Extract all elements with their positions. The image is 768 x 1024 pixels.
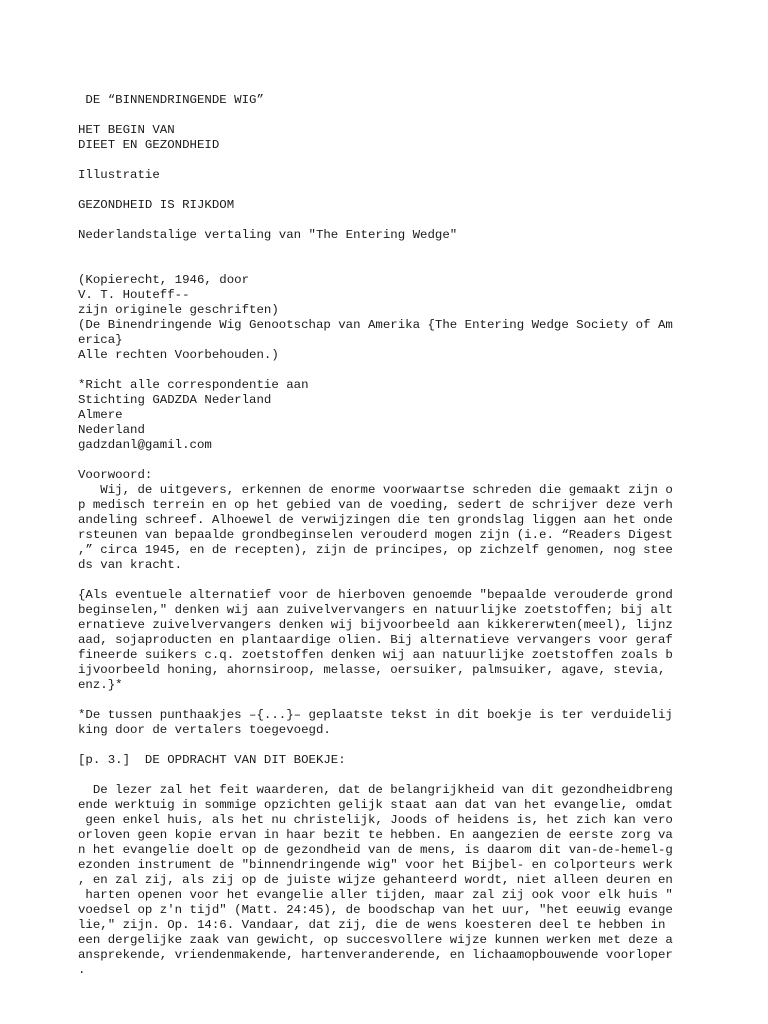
foreword-paragraph (78, 468, 762, 573)
body-line: , en zal zij, als zij op de juiste wijze gehanteerd wordt, niet alleen deuren en (78, 873, 673, 887)
contact-line: Nederland (78, 423, 145, 437)
alternatives-line: fineerde suikers c.q. zoetstoffen denken wij aan natuurlijke zoetstoffen zoals b (78, 648, 673, 662)
foreword-line: ,” circa 1945, en de recepten), zijn de principes, op zichzelf genomen, nog stee (78, 543, 673, 557)
alternatives-line: enz.}* (78, 678, 123, 692)
body-paragraph (78, 783, 762, 978)
translator-note (78, 708, 762, 738)
copyright-line: erica} (78, 333, 123, 347)
note-line: king door de vertalers toegevoegd. (78, 723, 331, 737)
body-line: n het evangelie doelt op de gezondheid van de mens, is daarom dit van-de-hemel-g (78, 843, 673, 857)
foreword-line: rsteunen van bepaalde grondbeginselen verouderd mogen zijn (i.e. “Readers Digest (78, 528, 673, 542)
contact-email: gadzdanl@gamil.com (78, 438, 212, 452)
alternatives-line: {Als eventuele alternatief voor de hierboven genoemde "bepaalde verouderde grond (78, 588, 673, 602)
copyright-line: V. T. Houteff-- (78, 288, 190, 302)
foreword-heading: Voorwoord: (78, 468, 153, 482)
document-title: DE “BINNENDRINGENDE WIG” (78, 93, 264, 107)
foreword-line: p medisch terrein en op het gebied van de voeding, sedert de schrijver deze verh (78, 498, 673, 512)
body-line: De lezer zal het feit waarderen, dat de belangrijkheid van dit gezondheidbreng (78, 783, 673, 797)
alternatives-paragraph (78, 588, 762, 693)
body-line: ansprekende, vriendenmakende, hartenveranderende, en lichaamopbouwende voorloper (78, 948, 673, 962)
note-line: *De tussen punthaakjes –{...}– geplaatste tekst in dit boekje is ter verduidelij (78, 708, 673, 722)
body-line: geen enkel huis, als het nu christelijk, Joods of heidens is, het zich kan vero (78, 813, 673, 827)
translation-note: Nederlandstalige vertaling van "The Entering Wedge" (78, 228, 458, 242)
body-line: voedsel op z'n tijd" (Matt. 24:45), de boodschap van het uur, "het eeuwig evange (78, 903, 673, 917)
body-line: een dergelijke zaak van gewicht, op succesvollere wijze kunnen werken met deze a (78, 933, 673, 947)
copyright-line: zijn originele geschriften) (78, 303, 279, 317)
body-line: orloven geen kopie ervan in haar bezit te hebben. En aangezien de eerste zorg va (78, 828, 673, 842)
foreword-line: Wij, de uitgevers, erkennen de enorme voorwaartse schreden die gemaakt zijn o (78, 483, 673, 497)
subtitle-line: DIEET EN GEZONDHEID (78, 138, 220, 152)
copyright-line: (Kopierecht, 1946, door (78, 273, 250, 287)
copyright-line: (De Binendringende Wig Genootschap van Amerika {The Entering Wedge Society of Am (78, 318, 673, 332)
contact-block (78, 378, 762, 453)
body-line: ezonden instrument de "binnendringende wig" voor het Bijbel- en colporteurs werk (78, 858, 673, 872)
section-heading: [p. 3.] DE OPDRACHT VAN DIT BOEKJE: (78, 753, 346, 767)
motto: GEZONDHEID IS RIJKDOM (78, 198, 235, 212)
foreword-line: ds van kracht. (78, 558, 183, 572)
body-line: . (78, 963, 86, 977)
contact-line: Stichting GADZDA Nederland (78, 393, 272, 407)
alternatives-line: ijvoorbeeld honing, ahornsiroop, melasse, oersuiker, palmsuiker, agave, stevia, (78, 663, 666, 677)
subtitle-line: HET BEGIN VAN (78, 123, 175, 137)
body-line: harten openen voor het evangelie aller tijden, maar zal zij ook voor elk huis " (78, 888, 673, 902)
body-line: ende werktuig in sommige opzichten gelijk staat aan dat van het evangelie, omdat (78, 798, 673, 812)
contact-line: Almere (78, 408, 123, 422)
copyright-line: Alle rechten Voorbehouden.) (78, 348, 279, 362)
alternatives-line: aad, sojaproducten en plantaardige olien. Bij alternatieve vervangers voor geraf (78, 633, 673, 647)
illustration-label: Illustratie (78, 168, 160, 182)
foreword-line: andeling schreef. Alhoewel de verwijzingen die ten grondslag liggen aan het onde (78, 513, 673, 527)
alternatives-line: ernatieve zuivelvervangers denken wij bijvoorbeeld aan kikkererwten(meel), lijnz (78, 618, 673, 632)
contact-line: *Richt alle correspondentie aan (78, 378, 309, 392)
body-line: lie," zijn. Op. 14:6. Vandaar, dat zij, die de wens koesteren deel te hebben in (78, 918, 666, 932)
alternatives-line: beginselen," denken wij aan zuivelvervangers en natuurlijke zoetstoffen; bij alt (78, 603, 673, 617)
copyright-block (78, 273, 762, 363)
document-page (78, 93, 762, 978)
